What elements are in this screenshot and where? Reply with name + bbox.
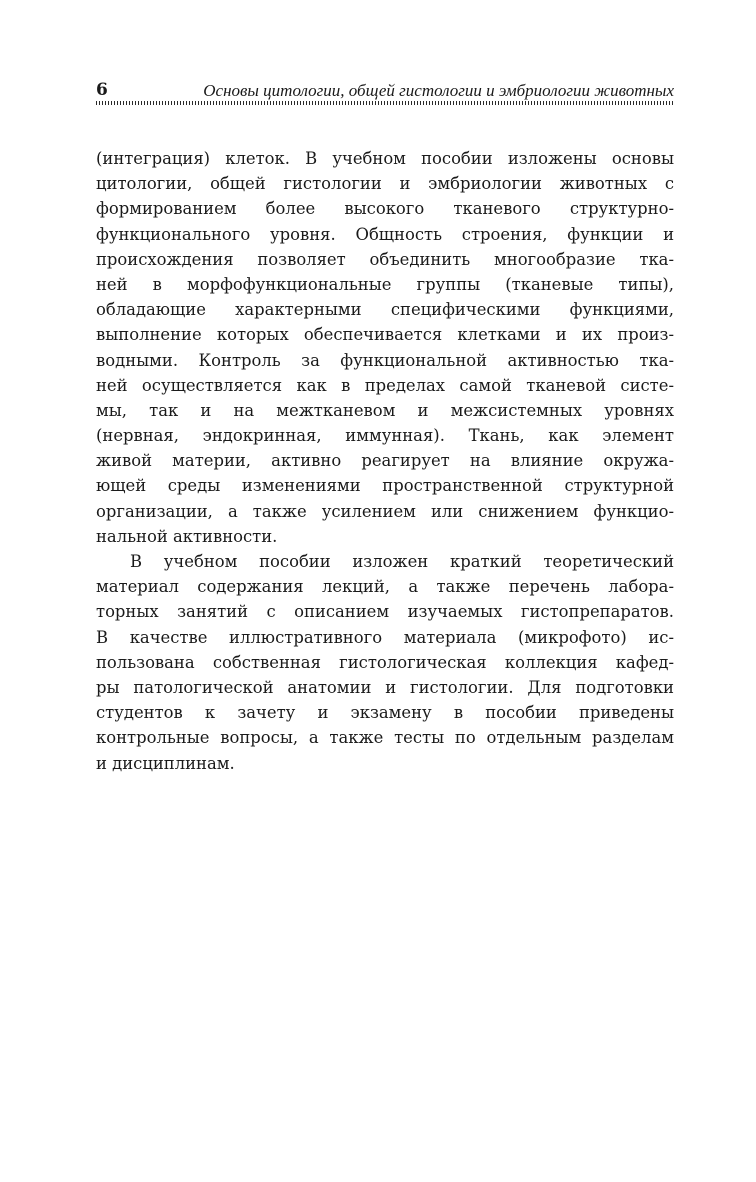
paragraph-1	[96, 146, 674, 549]
text-line: и дисциплинам.	[96, 753, 235, 773]
text-line: происхождения позволяет объединить многообразие тка-	[96, 249, 674, 269]
text-line: В качестве иллюстративного материала (микрофото) ис-	[96, 627, 674, 647]
text-line: водными. Контроль за функциональной активностью тка-	[96, 350, 674, 370]
text-line: обладающие характерными специфическими функциями,	[96, 300, 674, 320]
text-line: материал содержания лекций, а также перечень лабора-	[96, 577, 674, 597]
text-line: торных занятий с описанием изучаемых гистопрепаратов.	[96, 602, 674, 622]
text-line: живой материи, активно реагирует на влияние окружа-	[96, 451, 674, 471]
text-line: В учебном пособии изложен краткий теоретический	[130, 552, 674, 571]
text-line: ры патологической анатомии и гистологии. Для подготовки	[96, 677, 674, 697]
text-line: ней в морфофункциональные группы (тканевые типы),	[96, 274, 674, 294]
header-rule	[96, 101, 674, 105]
text-line: (интеграция) клеток. В учебном пособии изложены основы	[96, 149, 674, 168]
text-line: выполнение которых обеспечивается клетками и их произ-	[96, 325, 674, 345]
text-line: ней осуществляется как в пределах самой тканевой систе-	[96, 375, 674, 395]
text-line: организации, а также усилением или снижением функцио-	[96, 501, 674, 521]
text-line: ющей среды изменениями пространственной структурной	[96, 476, 674, 496]
text-line: мы, так и на межтканевом и межсистемных уровнях	[96, 400, 674, 420]
page-number: 6	[96, 80, 108, 100]
text-line: пользована собственная гистологическая коллекция кафед-	[96, 652, 674, 672]
text-line: формированием более высокого тканевого структурно-	[96, 199, 674, 219]
text-line: цитологии, общей гистологии и эмбриологии животных с	[96, 174, 674, 194]
running-title: Основы цитологии, общей гистологии и эмбриологии животных	[203, 81, 674, 100]
paragraph-2	[96, 549, 674, 776]
text-line: контрольные вопросы, а также тесты по отдельным разделам	[96, 728, 674, 748]
body-text	[96, 146, 674, 776]
text-line: студентов к зачету и экзамену в пособии приведены	[96, 703, 674, 723]
text-line: нальной активности.	[96, 526, 278, 546]
text-line: функционального уровня. Общность строения, функции и	[96, 224, 674, 244]
text-line: (нервная, эндокринная, иммунная). Ткань, как элемент	[96, 426, 674, 446]
